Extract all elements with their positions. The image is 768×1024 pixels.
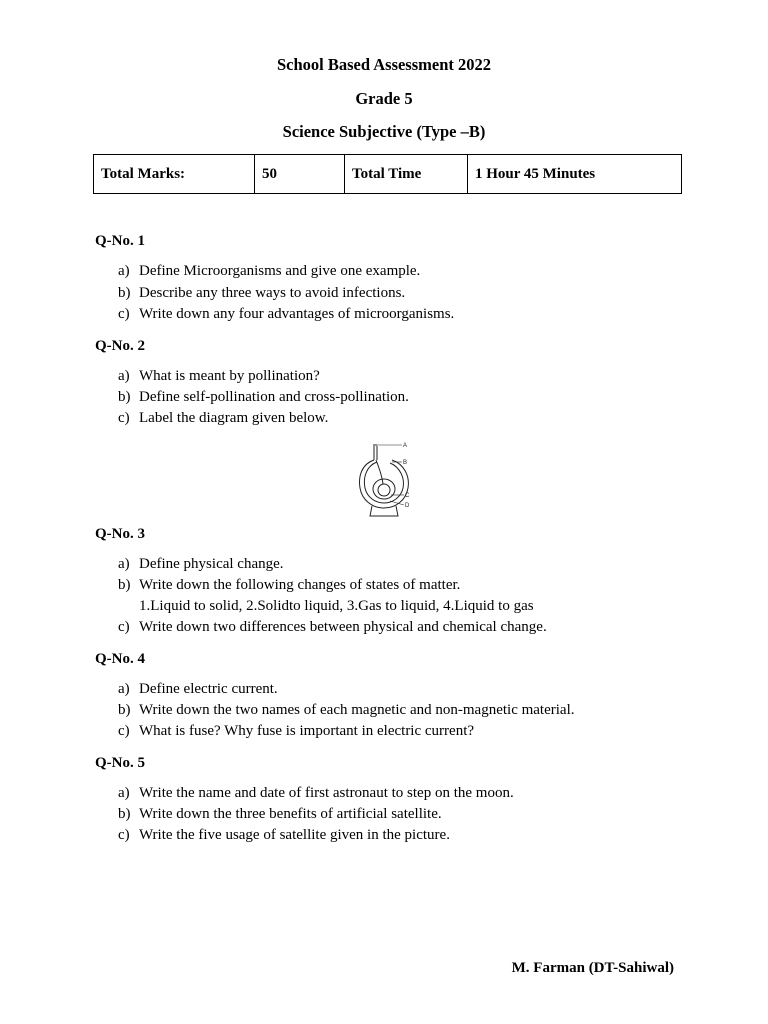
item-text: Write down the two names of each magnetic and non-magnetic material.	[139, 702, 575, 718]
question-2-heading: Q-No. 2	[95, 338, 145, 354]
diagram-label-b: B	[403, 460, 408, 466]
item-text: Define Microorganisms and give one example.	[139, 263, 421, 279]
marks-time-table	[93, 154, 682, 194]
item-text: Write down the three benefits of artificial satellite.	[139, 806, 442, 822]
item-label: b)	[118, 285, 131, 301]
item-text: Define self-pollination and cross-pollination.	[139, 389, 409, 405]
item-label: c)	[118, 306, 130, 322]
diagram-label-d: D	[405, 503, 410, 509]
ovary-inner-wall	[364, 462, 403, 503]
item-label: b)	[118, 806, 131, 822]
item-label: c)	[118, 410, 130, 426]
item-text: Define physical change.	[139, 556, 284, 572]
item-label: c)	[118, 619, 130, 635]
question-2-item-c	[118, 410, 328, 427]
item-text: Label the diagram given below.	[139, 410, 329, 426]
item-text: Define electric current.	[139, 681, 278, 697]
question-5-item-a	[118, 785, 514, 802]
item-label: a)	[118, 785, 130, 801]
question-4-item-b	[118, 702, 574, 719]
question-5-heading: Q-No. 5	[95, 755, 145, 771]
question-3-item-b	[118, 577, 460, 594]
total-marks-value: 50	[255, 155, 345, 194]
total-time-label: Total Time	[345, 155, 468, 194]
item-text: Describe any three ways to avoid infections.	[139, 285, 406, 301]
question-5-item-b	[118, 806, 442, 823]
total-marks-label: Total Marks:	[94, 155, 255, 194]
item-label: c)	[118, 827, 130, 843]
item-label: a)	[118, 368, 130, 384]
question-3-item-c	[118, 619, 547, 636]
question-1-item-c	[118, 306, 454, 323]
item-label: b)	[118, 702, 131, 718]
item-text: Write the five usage of satellite given in the picture.	[139, 827, 450, 843]
embryo-sac	[378, 484, 390, 496]
item-text: Write down two differences between physical and chemical change.	[139, 619, 547, 635]
item-text: Write down any four advantages of microorganisms.	[139, 306, 455, 322]
item-text: Write the name and date of first astronaut to step on the moon.	[139, 785, 514, 801]
item-label: c)	[118, 723, 130, 739]
diagram-label-a: A	[403, 443, 408, 449]
total-time-value: 1 Hour 45 Minutes	[468, 155, 682, 194]
question-3-item-a	[118, 556, 284, 573]
question-1-heading: Q-No. 1	[95, 233, 145, 249]
item-text: What is meant by pollination?	[139, 368, 320, 384]
diagram-label-c: C	[405, 493, 410, 499]
question-2-item-a	[118, 368, 320, 385]
subject-heading: Science Subjective (Type –B)	[282, 122, 486, 141]
style	[374, 446, 377, 460]
question-3-heading: Q-No. 3	[95, 526, 145, 542]
question-1-item-b	[118, 285, 405, 302]
question-1-item-a	[118, 263, 420, 280]
grade-heading: Grade 5	[355, 89, 413, 108]
question-3-item-b-continuation: 1.Liquid to solid, 2.Solidto liquid, 3.Gas to liquid, 4.Liquid to gas	[139, 598, 534, 614]
question-4-item-a	[118, 681, 278, 698]
item-text: What is fuse? Why fuse is important in electric current?	[139, 723, 475, 739]
item-text: Write down the following changes of states of matter.	[139, 577, 461, 593]
item-label: b)	[118, 577, 131, 593]
question-4-item-c	[118, 723, 474, 740]
question-4-heading: Q-No. 4	[95, 651, 145, 667]
item-label: a)	[118, 681, 130, 697]
question-2-item-b	[118, 389, 409, 406]
item-label: a)	[118, 263, 130, 279]
item-label: a)	[118, 556, 130, 572]
pollen-tube	[376, 460, 383, 484]
document-title: School Based Assessment 2022	[276, 55, 492, 74]
question-5-item-c	[118, 827, 450, 844]
author-signature: M. Farman (DT-Sahiwal)	[511, 960, 674, 976]
item-label: b)	[118, 389, 131, 405]
pollination-flower-diagram	[354, 438, 420, 518]
